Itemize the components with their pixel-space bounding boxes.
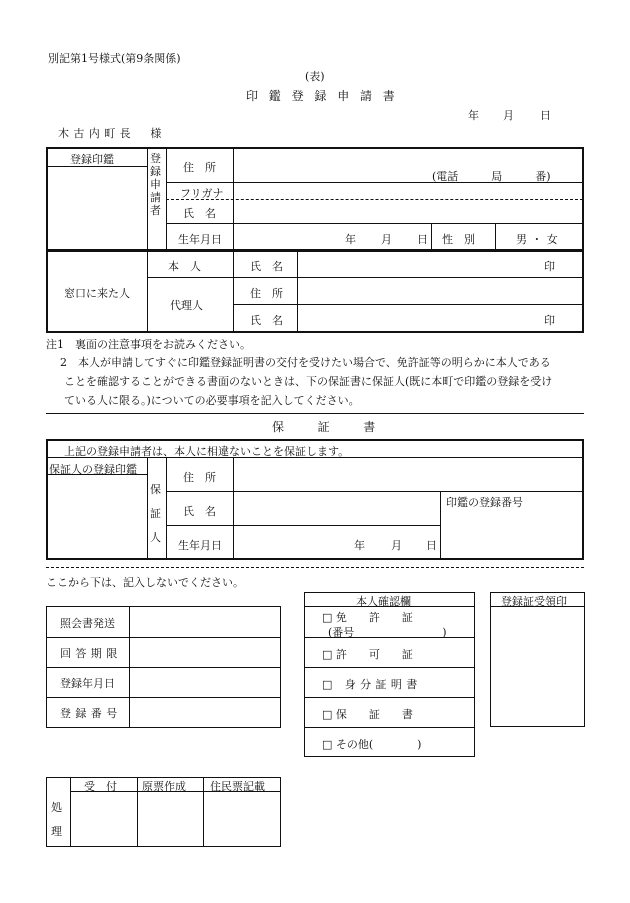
guarantee-statement: 上記の登録申請者は、本人に相違ないことを保証します。 xyxy=(64,445,350,458)
guarantor-address-label: 住 所 xyxy=(183,471,216,484)
verify-license: □ 免 許 証 xyxy=(322,611,413,624)
window-person-label: 窓口に来た人 xyxy=(64,287,130,300)
guarantor-birth-label: 生年月日 xyxy=(178,539,222,552)
receipt-seal-box xyxy=(490,592,585,727)
seal-reg-number-label: 印鑑の登録番号 xyxy=(446,496,523,509)
birthdate-label: 生年月日 xyxy=(178,233,222,246)
process-col-reception: 受 付 xyxy=(84,780,117,793)
office-instruction: ここから下は、記入しないでください。 xyxy=(46,576,244,589)
registered-seal-label: 登録印鑑 xyxy=(70,153,114,166)
date-year: 年 xyxy=(468,109,479,122)
birth-day: 日 xyxy=(417,233,428,246)
agent-label: 代理人 xyxy=(170,299,203,312)
office-row-inquiry: 照会書発送 xyxy=(60,617,115,630)
self-label: 本 人 xyxy=(168,260,201,273)
guarantor-birth-year: 年 xyxy=(354,539,365,552)
applicant-name-label: 氏 名 xyxy=(183,207,216,220)
verify-title: 本人確認欄 xyxy=(356,595,411,608)
self-seal-mark: 印 xyxy=(544,260,555,273)
guarantor-name-label: 氏 名 xyxy=(183,505,216,518)
date-month: 月 xyxy=(503,109,514,122)
applicant-vertical-label: 登録申請者 xyxy=(150,152,161,217)
guarantor-vertical-label: 保証人 xyxy=(150,483,161,544)
verify-id-cert: □ 身分証明書 xyxy=(322,678,422,691)
processing-vertical-label: 処理 xyxy=(51,801,62,838)
note-2-line2: ことを確認することができる書面のないときは、下の保証書に保証人(既に本町で印鑑の登録を受け xyxy=(64,375,553,388)
verify-license-number: (番号 ) xyxy=(328,626,447,639)
date-day: 日 xyxy=(540,109,551,122)
sex-label: 性 別 xyxy=(442,233,475,246)
form-side: (表) xyxy=(305,70,325,83)
birth-year: 年 xyxy=(345,233,356,246)
verify-permit: □ 許 可 証 xyxy=(322,648,413,661)
agent-seal-mark: 印 xyxy=(544,314,555,327)
verify-other: □ その他( ) xyxy=(322,738,422,751)
note-1: 注1 裏面の注意事項をお読みください。 xyxy=(46,338,251,351)
process-col-resident: 住民票記載 xyxy=(210,780,265,793)
receipt-seal-title: 登録証受領印 xyxy=(501,595,567,608)
note-2-line1: 2 本人が申請してすぐに印鑑登録証明書の交付を受けたい場合で、免許証等の明らかに本人である xyxy=(60,356,551,369)
guarantor-seal-label: 保証人の登録印鑑 xyxy=(49,463,137,476)
agent-name-label: 氏 名 xyxy=(250,314,283,327)
phone-label: (電話 局 番) xyxy=(432,170,551,183)
guarantee-title: 保 証 書 xyxy=(272,420,387,434)
form-title: 印鑑登録申請書 xyxy=(246,89,406,103)
guarantor-birth-month: 月 xyxy=(391,539,402,552)
agent-address-label: 住 所 xyxy=(250,287,283,300)
note-2-line3: ている人に限る。)についての必要事項を記入してください。 xyxy=(64,394,360,407)
applicant-address-label: 住 所 xyxy=(183,161,216,174)
self-name-label: 氏 名 xyxy=(250,260,283,273)
guarantor-birth-day: 日 xyxy=(426,539,437,552)
office-row-deadline: 回答期限 xyxy=(60,647,122,660)
sex-options: 男・女 xyxy=(516,233,563,246)
form-reference: 別記第1号様式(第9条関係) xyxy=(48,52,181,65)
furigana-label: フリガナ xyxy=(180,187,224,200)
office-row-reg-number: 登録番号 xyxy=(60,707,122,720)
office-row-reg-date: 登録年月日 xyxy=(60,677,115,690)
birth-month: 月 xyxy=(381,233,392,246)
addressee: 木古内町長 様 xyxy=(58,127,166,140)
verify-guarantee: □ 保 証 書 xyxy=(322,708,413,721)
process-col-original: 原票作成 xyxy=(142,780,186,793)
